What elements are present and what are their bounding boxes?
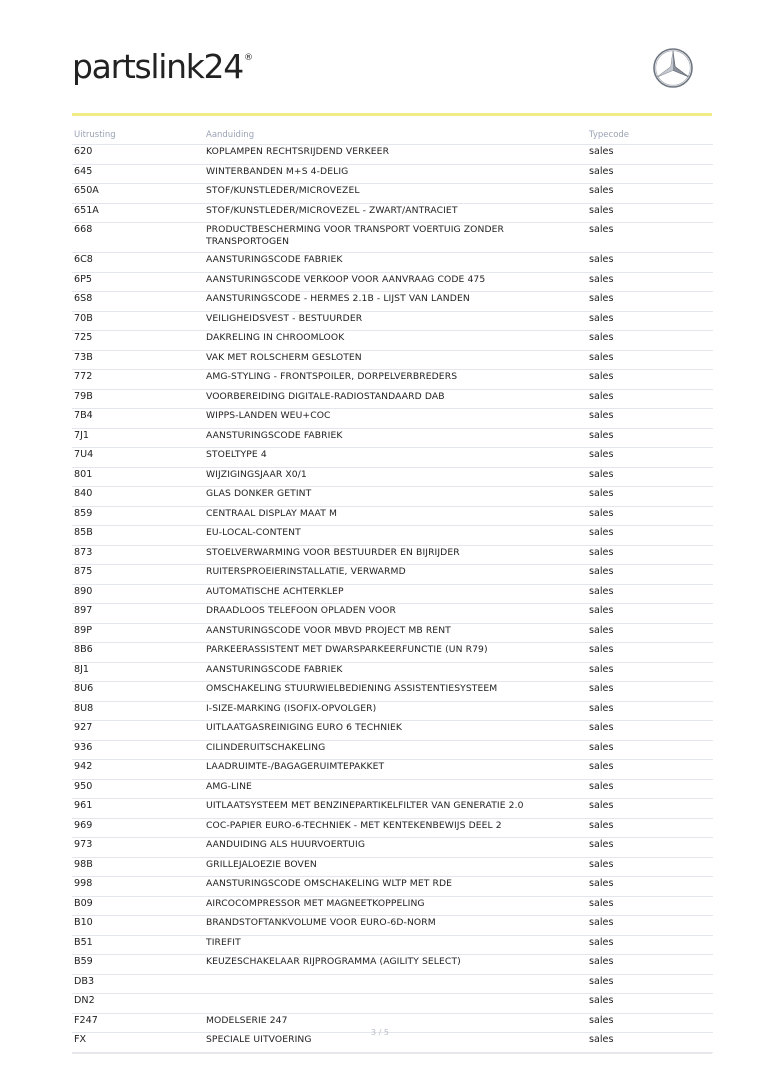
table-row — [72, 857, 713, 877]
designation-cell: PRODUCTBESCHERMING VOOR TRANSPORT VOERTUIG ZONDER TRANSPORTOGEN — [204, 223, 587, 253]
designation-cell: AIRCOCOMPRESSOR MET MAGNEETKOPPELING — [204, 896, 587, 916]
table-row — [72, 994, 713, 1014]
footer-rule — [72, 1053, 712, 1054]
typecode-cell: sales — [587, 760, 713, 780]
header-accent-rule — [72, 113, 712, 116]
designation-cell: KOPLAMPEN RECHTSRIJDEND VERKEER — [204, 145, 587, 165]
designation-cell: MODELSERIE 247 — [204, 1013, 587, 1033]
equipment-code-cell: 875 — [72, 565, 204, 585]
designation-cell: VEILIGHEIDSVEST - BESTUURDER — [204, 311, 587, 331]
designation-cell: WINTERBANDEN M+S 4-DELIG — [204, 164, 587, 184]
typecode-cell: sales — [587, 721, 713, 741]
table-row — [72, 370, 713, 390]
typecode-cell: sales — [587, 779, 713, 799]
table-row — [72, 701, 713, 721]
typecode-cell: sales — [587, 467, 713, 487]
equipment-code-cell: 6P5 — [72, 272, 204, 292]
typecode-cell: sales — [587, 682, 713, 702]
designation-cell: AANDUIDING ALS HUURVOERTUIG — [204, 838, 587, 858]
equipment-code-cell: 890 — [72, 584, 204, 604]
equipment-code-cell: 859 — [72, 506, 204, 526]
typecode-cell: sales — [587, 145, 713, 165]
column-header-designation: Aanduiding — [204, 128, 587, 145]
designation-cell: AANSTURINGSCODE FABRIEK — [204, 253, 587, 273]
designation-cell: WIJZIGINGSJAAR X0/1 — [204, 467, 587, 487]
table-row — [72, 526, 713, 546]
typecode-cell: sales — [587, 877, 713, 897]
table-row — [72, 292, 713, 312]
table-row — [72, 311, 713, 331]
equipment-code-cell: 7B4 — [72, 409, 204, 429]
designation-cell: STOF/KUNSTLEDER/MICROVEZEL - ZWART/ANTRACIET — [204, 203, 587, 223]
equipment-code-cell: 8J1 — [72, 662, 204, 682]
typecode-cell: sales — [587, 857, 713, 877]
designation-cell: KEUZESCHAKELAAR RIJPROGRAMMA (AGILITY SELECT) — [204, 955, 587, 975]
equipment-code-cell: 973 — [72, 838, 204, 858]
designation-cell: AANSTURINGSCODE FABRIEK — [204, 428, 587, 448]
equipment-code-cell: 79B — [72, 389, 204, 409]
designation-cell: UITLAATSYSTEEM MET BENZINEPARTIKELFILTER VAN GENERATIE 2.0 — [204, 799, 587, 819]
table-row — [72, 253, 713, 273]
equipment-code-cell: 897 — [72, 604, 204, 624]
designation-cell: STOELVERWARMING VOOR BESTUURDER EN BIJRIJDER — [204, 545, 587, 565]
table-row — [72, 955, 713, 975]
typecode-cell: sales — [587, 604, 713, 624]
typecode-cell: sales — [587, 448, 713, 468]
designation-cell: GLAS DONKER GETINT — [204, 487, 587, 507]
designation-cell: EU-LOCAL-CONTENT — [204, 526, 587, 546]
typecode-cell: sales — [587, 935, 713, 955]
typecode-cell: sales — [587, 331, 713, 351]
table-row — [72, 409, 713, 429]
equipment-code-cell: DN2 — [72, 994, 204, 1014]
equipment-code-cell: 6C8 — [72, 253, 204, 273]
designation-cell: BRANDSTOFTANKVOLUME VOOR EURO-6D-NORM — [204, 916, 587, 936]
typecode-cell: sales — [587, 409, 713, 429]
designation-cell: STOELTYPE 4 — [204, 448, 587, 468]
table-row — [72, 643, 713, 663]
table-row — [72, 487, 713, 507]
equipment-code-cell: 73B — [72, 350, 204, 370]
equipment-code-cell: B09 — [72, 896, 204, 916]
equipment-code-cell: FX — [72, 1033, 204, 1053]
mercedes-star-icon — [652, 47, 694, 89]
typecode-cell: sales — [587, 896, 713, 916]
equipment-code-cell: 801 — [72, 467, 204, 487]
typecode-cell: sales — [587, 818, 713, 838]
table-row — [72, 565, 713, 585]
typecode-cell: sales — [587, 370, 713, 390]
table-row — [72, 145, 713, 165]
designation-cell: AMG-LINE — [204, 779, 587, 799]
registered-mark: ® — [243, 53, 253, 63]
typecode-cell: sales — [587, 184, 713, 204]
table-row — [72, 662, 713, 682]
table-row — [72, 604, 713, 624]
designation-cell: DRAADLOOS TELEFOON OPLADEN VOOR — [204, 604, 587, 624]
equipment-code-cell: 98B — [72, 857, 204, 877]
designation-cell: DAKRELING IN CHROOMLOOK — [204, 331, 587, 351]
designation-cell: AANSTURINGSCODE - HERMES 2.1B - LIJST VAN LANDEN — [204, 292, 587, 312]
equipment-code-cell: 668 — [72, 223, 204, 253]
equipment-code-cell: 772 — [72, 370, 204, 390]
designation-cell: PARKEERASSISTENT MET DWARSPARKEERFUNCTIE (UN R79) — [204, 643, 587, 663]
equipment-code-cell: 70B — [72, 311, 204, 331]
designation-cell — [204, 994, 587, 1014]
table-row — [72, 448, 713, 468]
designation-cell: SPECIALE UITVOERING — [204, 1033, 587, 1053]
designation-cell: VOORBEREIDING DIGITALE-RADIOSTANDAARD DAB — [204, 389, 587, 409]
table-row — [72, 623, 713, 643]
equipment-code-cell: 8B6 — [72, 643, 204, 663]
table-row — [72, 545, 713, 565]
typecode-cell: sales — [587, 623, 713, 643]
typecode-cell: sales — [587, 701, 713, 721]
equipment-code-cell: 6S8 — [72, 292, 204, 312]
designation-cell: AANSTURINGSCODE VOOR MBVD PROJECT MB RENT — [204, 623, 587, 643]
designation-cell: I-SIZE-MARKING (ISOFIX-OPVOLGER) — [204, 701, 587, 721]
typecode-cell: sales — [587, 994, 713, 1014]
page-number: 3 / 5 — [371, 1028, 389, 1037]
table-row — [72, 467, 713, 487]
equipment-code-cell: 7U4 — [72, 448, 204, 468]
typecode-cell: sales — [587, 428, 713, 448]
equipment-code-cell: 936 — [72, 740, 204, 760]
typecode-cell: sales — [587, 545, 713, 565]
table-row — [72, 974, 713, 994]
equipment-code-cell: 651A — [72, 203, 204, 223]
designation-cell: VAK MET ROLSCHERM GESLOTEN — [204, 350, 587, 370]
designation-cell: COC-PAPIER EURO-6-TECHNIEK - MET KENTEKENBEWIJS DEEL 2 — [204, 818, 587, 838]
typecode-cell: sales — [587, 350, 713, 370]
designation-cell — [204, 974, 587, 994]
designation-cell: RUITERSPROEIERINSTALLATIE, VERWARMD — [204, 565, 587, 585]
designation-cell: OMSCHAKELING STUURWIELBEDIENING ASSISTENTIESYSTEEM — [204, 682, 587, 702]
typecode-cell: sales — [587, 292, 713, 312]
table-row — [72, 164, 713, 184]
table-header-row — [72, 128, 713, 145]
designation-cell: TIREFIT — [204, 935, 587, 955]
table-row — [72, 223, 713, 253]
equipment-code-cell: 620 — [72, 145, 204, 165]
table-row — [72, 779, 713, 799]
typecode-cell: sales — [587, 974, 713, 994]
equipment-code-cell: 645 — [72, 164, 204, 184]
equipment-code-cell: 650A — [72, 184, 204, 204]
table-row — [72, 916, 713, 936]
designation-cell: GRILLEJALOEZIE BOVEN — [204, 857, 587, 877]
equipment-code-cell: 8U8 — [72, 701, 204, 721]
table-row — [72, 760, 713, 780]
table-row — [72, 682, 713, 702]
typecode-cell: sales — [587, 1033, 713, 1053]
designation-cell: AUTOMATISCHE ACHTERKLEP — [204, 584, 587, 604]
table-row — [72, 877, 713, 897]
table-row — [72, 272, 713, 292]
typecode-cell: sales — [587, 164, 713, 184]
equipment-code-cell: 85B — [72, 526, 204, 546]
equipment-code-cell: DB3 — [72, 974, 204, 994]
designation-cell: AANSTURINGSCODE FABRIEK — [204, 662, 587, 682]
typecode-cell: sales — [587, 584, 713, 604]
table-row — [72, 331, 713, 351]
designation-cell: UITLAATGASREINIGING EURO 6 TECHNIEK — [204, 721, 587, 741]
equipment-code-cell: 969 — [72, 818, 204, 838]
designation-cell: LAADRUIMTE-/BAGAGERUIMTEPAKKET — [204, 760, 587, 780]
equipment-code-cell: B59 — [72, 955, 204, 975]
equipment-code-cell: 89P — [72, 623, 204, 643]
typecode-cell: sales — [587, 272, 713, 292]
typecode-cell: sales — [587, 311, 713, 331]
table-row — [72, 896, 713, 916]
designation-cell: AANSTURINGSCODE OMSCHAKELING WLTP MET RDE — [204, 877, 587, 897]
table-row — [72, 184, 713, 204]
table-row — [72, 799, 713, 819]
equipment-code-cell: B10 — [72, 916, 204, 936]
typecode-cell: sales — [587, 740, 713, 760]
designation-cell: AMG-STYLING - FRONTSPOILER, DORPELVERBREDERS — [204, 370, 587, 390]
table-row — [72, 818, 713, 838]
typecode-cell: sales — [587, 838, 713, 858]
equipment-code-cell: 950 — [72, 779, 204, 799]
equipment-code-cell: 8U6 — [72, 682, 204, 702]
column-header-typecode: Typecode — [587, 128, 713, 145]
equipment-code-cell: 942 — [72, 760, 204, 780]
equipment-table — [72, 128, 713, 1053]
table-row — [72, 584, 713, 604]
equipment-code-cell: 840 — [72, 487, 204, 507]
table-row — [72, 721, 713, 741]
equipment-code-cell: 998 — [72, 877, 204, 897]
table-row — [72, 506, 713, 526]
typecode-cell: sales — [587, 565, 713, 585]
typecode-cell: sales — [587, 506, 713, 526]
designation-cell: CILINDERUITSCHAKELING — [204, 740, 587, 760]
partslink24-logo — [72, 47, 253, 86]
logo-text: partslink24 — [72, 47, 243, 86]
typecode-cell: sales — [587, 389, 713, 409]
equipment-code-cell: 725 — [72, 331, 204, 351]
equipment-code-cell: 7J1 — [72, 428, 204, 448]
typecode-cell: sales — [587, 662, 713, 682]
typecode-cell: sales — [587, 1013, 713, 1033]
designation-cell: STOF/KUNSTLEDER/MICROVEZEL — [204, 184, 587, 204]
table-row — [72, 740, 713, 760]
column-header-equipment: Uitrusting — [72, 128, 204, 145]
typecode-cell: sales — [587, 223, 713, 253]
typecode-cell: sales — [587, 253, 713, 273]
equipment-code-cell: 873 — [72, 545, 204, 565]
table-row — [72, 935, 713, 955]
equipment-code-cell: B51 — [72, 935, 204, 955]
typecode-cell: sales — [587, 799, 713, 819]
equipment-code-cell: 927 — [72, 721, 204, 741]
table-row — [72, 389, 713, 409]
table-row — [72, 203, 713, 223]
table-row — [72, 350, 713, 370]
typecode-cell: sales — [587, 916, 713, 936]
designation-cell: WIPPS-LANDEN WEU+COC — [204, 409, 587, 429]
typecode-cell: sales — [587, 955, 713, 975]
equipment-code-cell: F247 — [72, 1013, 204, 1033]
designation-cell: AANSTURINGSCODE VERKOOP VOOR AANVRAAG CODE 475 — [204, 272, 587, 292]
table-row — [72, 838, 713, 858]
equipment-code-cell: 961 — [72, 799, 204, 819]
designation-cell: CENTRAAL DISPLAY MAAT M — [204, 506, 587, 526]
table-row — [72, 428, 713, 448]
typecode-cell: sales — [587, 526, 713, 546]
typecode-cell: sales — [587, 643, 713, 663]
typecode-cell: sales — [587, 487, 713, 507]
typecode-cell: sales — [587, 203, 713, 223]
